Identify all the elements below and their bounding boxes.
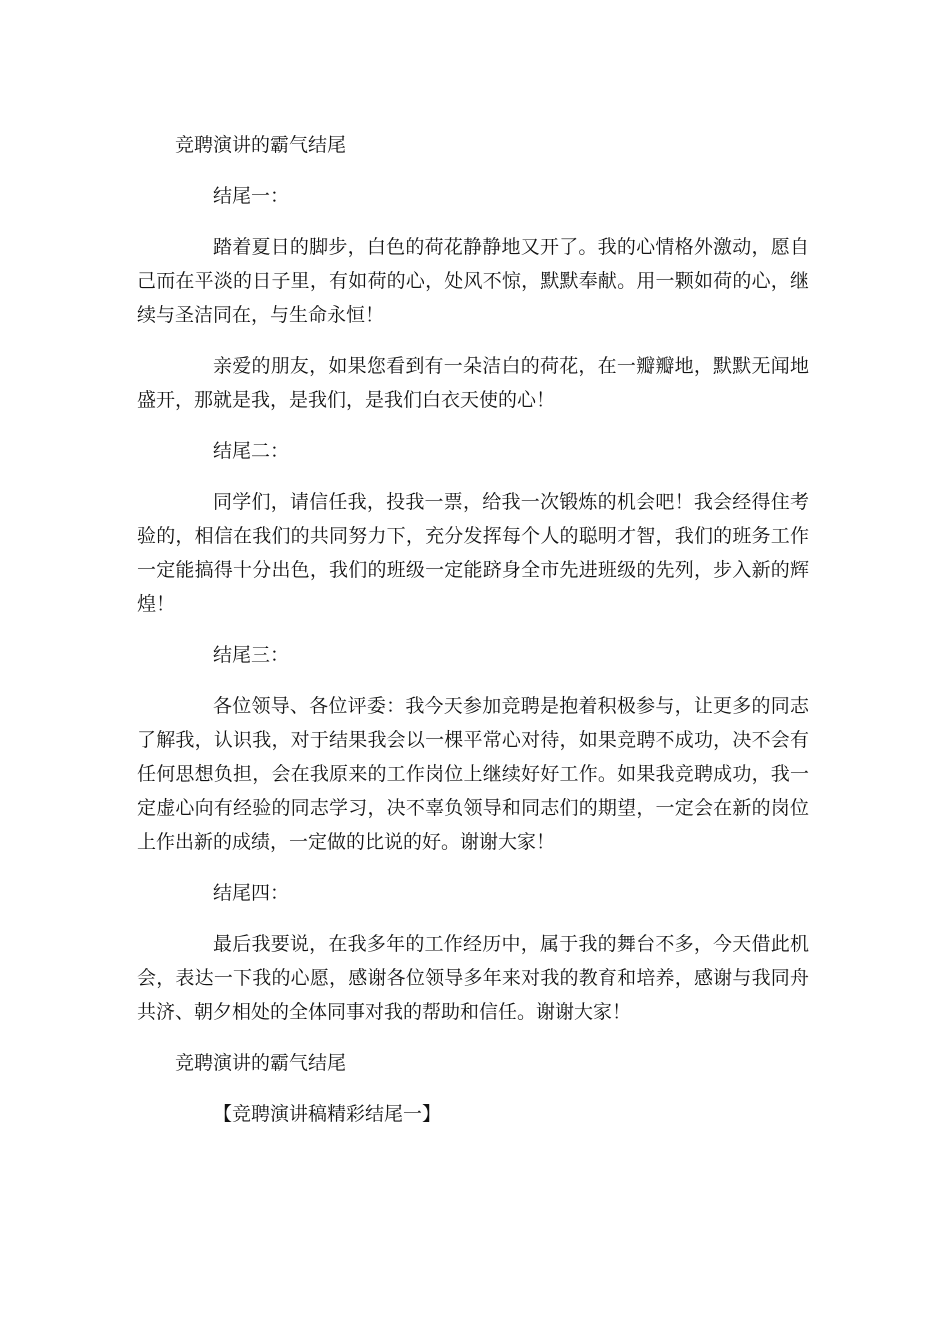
section-title: 竞聘演讲的霸气结尾 [175,1052,347,1074]
ending-1-paragraph-2: 亲爱的朋友，如果您看到有一朵洁白的荷花，在一瓣瓣地，默默无闻地盛开，那就是我，是我们，是我们白衣天使的心！ [137,355,809,411]
document-title: 竞聘演讲的霸气结尾 [175,134,347,156]
ending-label-3: 结尾三： [213,644,290,666]
ending-3-paragraph-1: 各位领导、各位评委：我今天参加竞聘是抱着积极参与，让更多的同志了解我，认识我，对于结果我会以一棵平常心对待，如果竞聘不成功，决不会有任何思想负担，会在我原来的工作岗位上继续好好工作。如果我竞聘成功，我一定虚心向有经验的同志学习，决不辜负领导和同志们的期望，一定会在新的岗位上作出新的成绩，一定做的比说的好。谢谢大家！ [137,695,809,853]
ending-label-4: 结尾四： [213,882,290,904]
ending-1-paragraph-1: 踏着夏日的脚步，白色的荷花静静地又开了。我的心情格外激动，愿自己而在平淡的日子里，有如荷的心，处风不惊，默默奉献。用一颗如荷的心，继续与圣洁同在，与生命永恒！ [137,236,809,326]
document-body [137,128,809,1148]
ending-label-1: 结尾一： [213,185,290,207]
ending-label-2: 结尾二： [213,440,290,462]
ending-4-paragraph-1: 最后我要说，在我多年的工作经历中，属于我的舞台不多，今天借此机会，表达一下我的心愿，感谢各位领导多年来对我的教育和培养，感谢与我同舟共济、朝夕相处的全体同事对我的帮助和信任。谢谢大家！ [137,933,809,1023]
ending-2-paragraph-1: 同学们，请信任我，投我一票，给我一次锻炼的机会吧！我会经得住考验的，相信在我们的共同努力下，充分发挥每个人的聪明才智，我们的班务工作一定能搞得十分出色，我们的班级一定能跻身全市先进班级的先列，步入新的辉煌！ [137,491,809,615]
bracket-subtitle: 【竞聘演讲稿精彩结尾一】 [213,1103,442,1125]
